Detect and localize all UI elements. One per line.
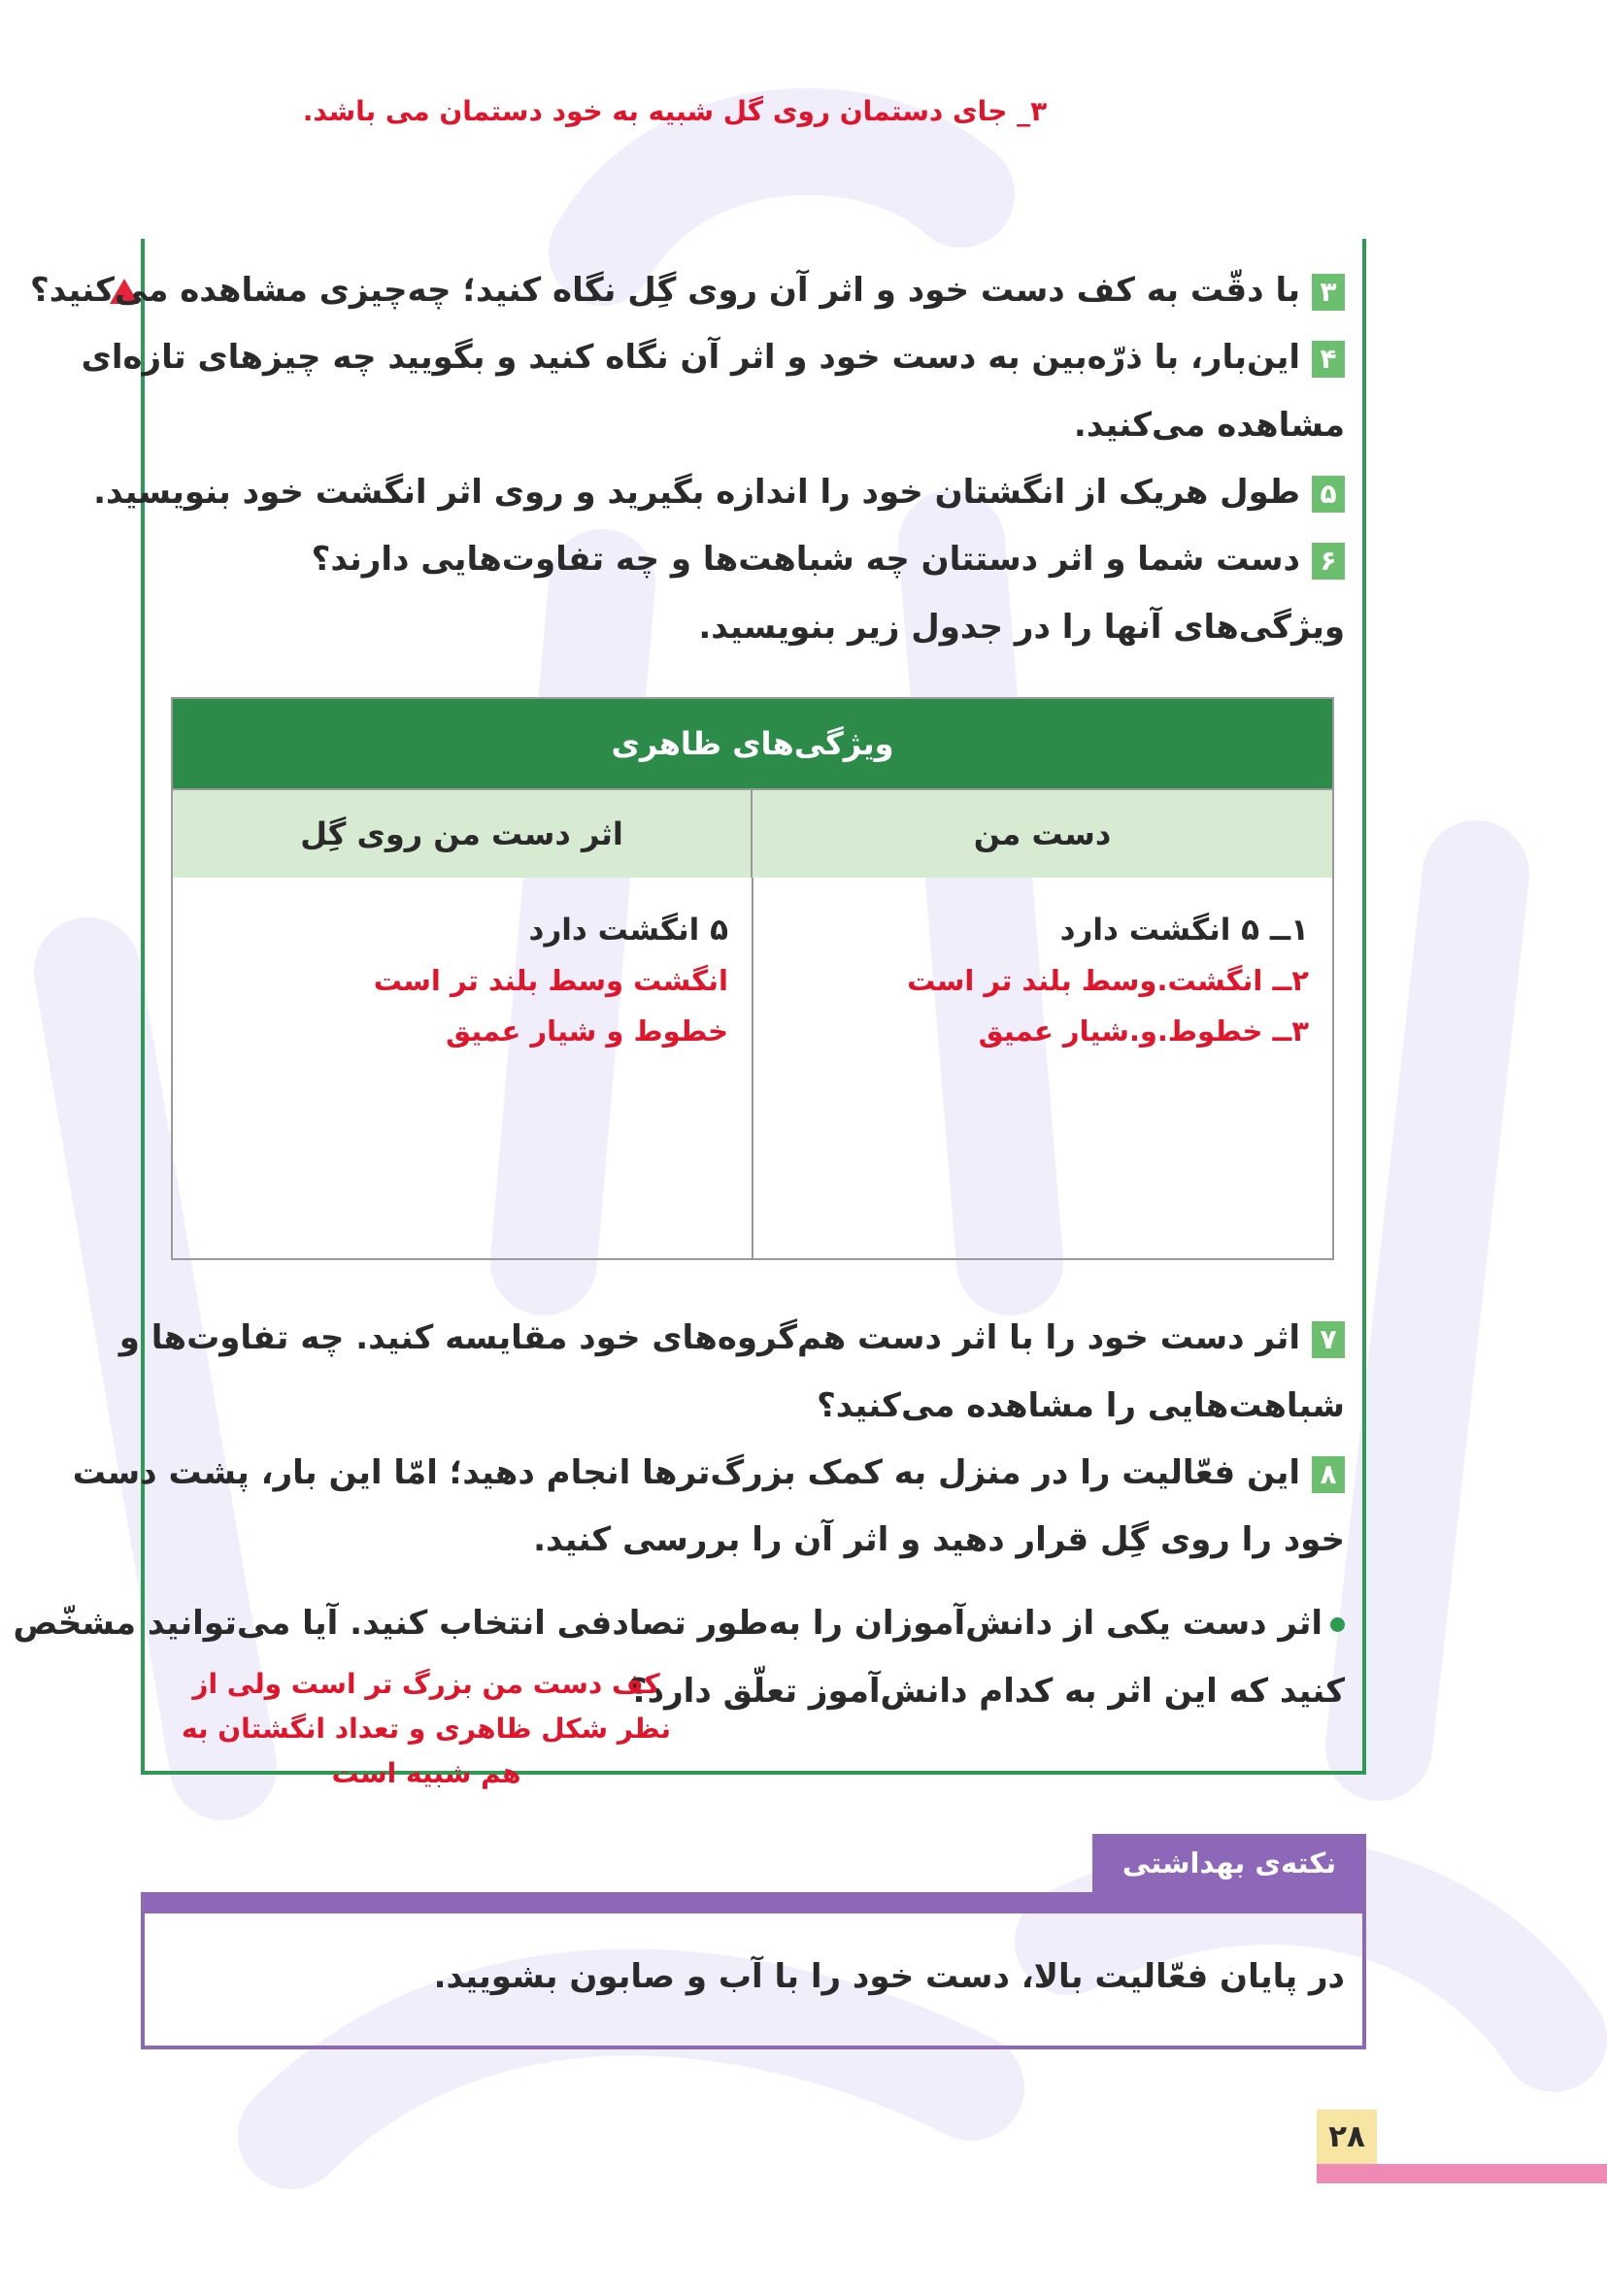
features-table: [171, 697, 1334, 1260]
health-note-bar: [141, 1892, 1366, 1913]
question-4-continued: مشاهده می‌کنید.: [1073, 406, 1345, 445]
question-8: [73, 1449, 1345, 1496]
page-footer-bar: [1317, 2164, 1607, 2183]
question-6: [312, 536, 1345, 582]
question-number-badge: ۵: [1312, 476, 1345, 513]
handwritten-answer-top: ۳_ جای دستمان روی گل شبیه به خود دستمان می باشد.: [302, 95, 1048, 127]
question-number-badge: ۸: [1312, 1456, 1345, 1493]
bullet-icon: [1330, 1617, 1345, 1632]
question-text: اثر دست خود را با اثر دست هم‌گروه‌های خود مقایسه کنید. چه تفاوت‌ها و: [118, 1318, 1300, 1357]
question-3: [30, 267, 1345, 314]
question-text: با دقّت به کف دست خود و اثر آن روی گِل نگاه کنید؛ چه‌چیزی مشاهده می‌کنید؟: [30, 271, 1300, 310]
handwritten-answer-note: کف دست من بزرگ تر است ولی از نظر شکل ظاهری و تعداد انگشتان به هم شبیه است: [182, 1668, 671, 1789]
table-cell: ۳ــ خطوط.و.شیار عمیق: [978, 1015, 1309, 1048]
question-text: این‌بار، با ذرّه‌بین به دست خود و اثر آن نگاه کنید و بگویید چه چیزهای تازه‌ای: [81, 338, 1300, 377]
table-cell: خطوط و شیار عمیق: [446, 1015, 728, 1048]
question-8-continued: خود را روی گِل قرار دهید و اثر آن را بررسی کنید.: [533, 1520, 1345, 1559]
health-note-title: نکته‌ی بهداشتی: [1092, 1834, 1366, 1892]
question-text: طول هریک از انگشتان خود را اندازه بگیرید و روی اثر انگشت خود بنویسید.: [93, 473, 1300, 512]
column-divider: [752, 878, 753, 1258]
page-number: ۲۸: [1317, 2110, 1377, 2164]
question-7: [119, 1314, 1345, 1361]
question-text: اثر دست یکی از دانش‌آموزان را به‌طور تصادفی انتخاب کنید. آیا می‌توانید مشخّص: [13, 1604, 1322, 1643]
column-hand-print: اثر دست من روی گِل: [173, 788, 753, 878]
table-header: ویژگی‌های ظاهری: [173, 699, 1332, 788]
column-my-hand: دست من: [753, 788, 1332, 878]
question-number-badge: ۳: [1312, 274, 1345, 311]
question-number-badge: ۴: [1312, 341, 1345, 378]
question-6-continued: ویژگی‌های آنها را در جدول زیر بنویسید.: [698, 608, 1345, 647]
question-7-continued: شباهت‌هایی را مشاهده می‌کنید؟: [817, 1386, 1345, 1425]
table-cell: ۵ انگشت دارد: [528, 913, 728, 948]
question-text: دست شما و اثر دستتان چه شباهت‌ها و چه تفاوت‌هایی دارند؟: [311, 540, 1300, 579]
question-4: [82, 334, 1345, 381]
health-note-text: در پایان فعّالیت بالا، دست خود را با آب و صابون بشویید.: [433, 1957, 1345, 1996]
question-5: [93, 469, 1345, 516]
table-cell: انگشت وسط بلند تر است: [373, 964, 728, 997]
bullet-question: [13, 1600, 1345, 1647]
table-cell: ۱ــ ۵ انگشت دارد: [1059, 913, 1309, 948]
question-text: این فعّالیت را در منزل به کمک بزرگ‌ترها انجام دهید؛ امّا این بار، پشت دست: [72, 1453, 1300, 1492]
question-number-badge: ۷: [1312, 1321, 1345, 1358]
question-number-badge: ۶: [1312, 543, 1345, 580]
bullet-question-continued: کنید که این اثر به کدام دانش‌آموز تعلّق دارد؟: [627, 1672, 1345, 1711]
table-cell: ۲ــ انگشت.وسط بلند تر است: [907, 964, 1309, 997]
